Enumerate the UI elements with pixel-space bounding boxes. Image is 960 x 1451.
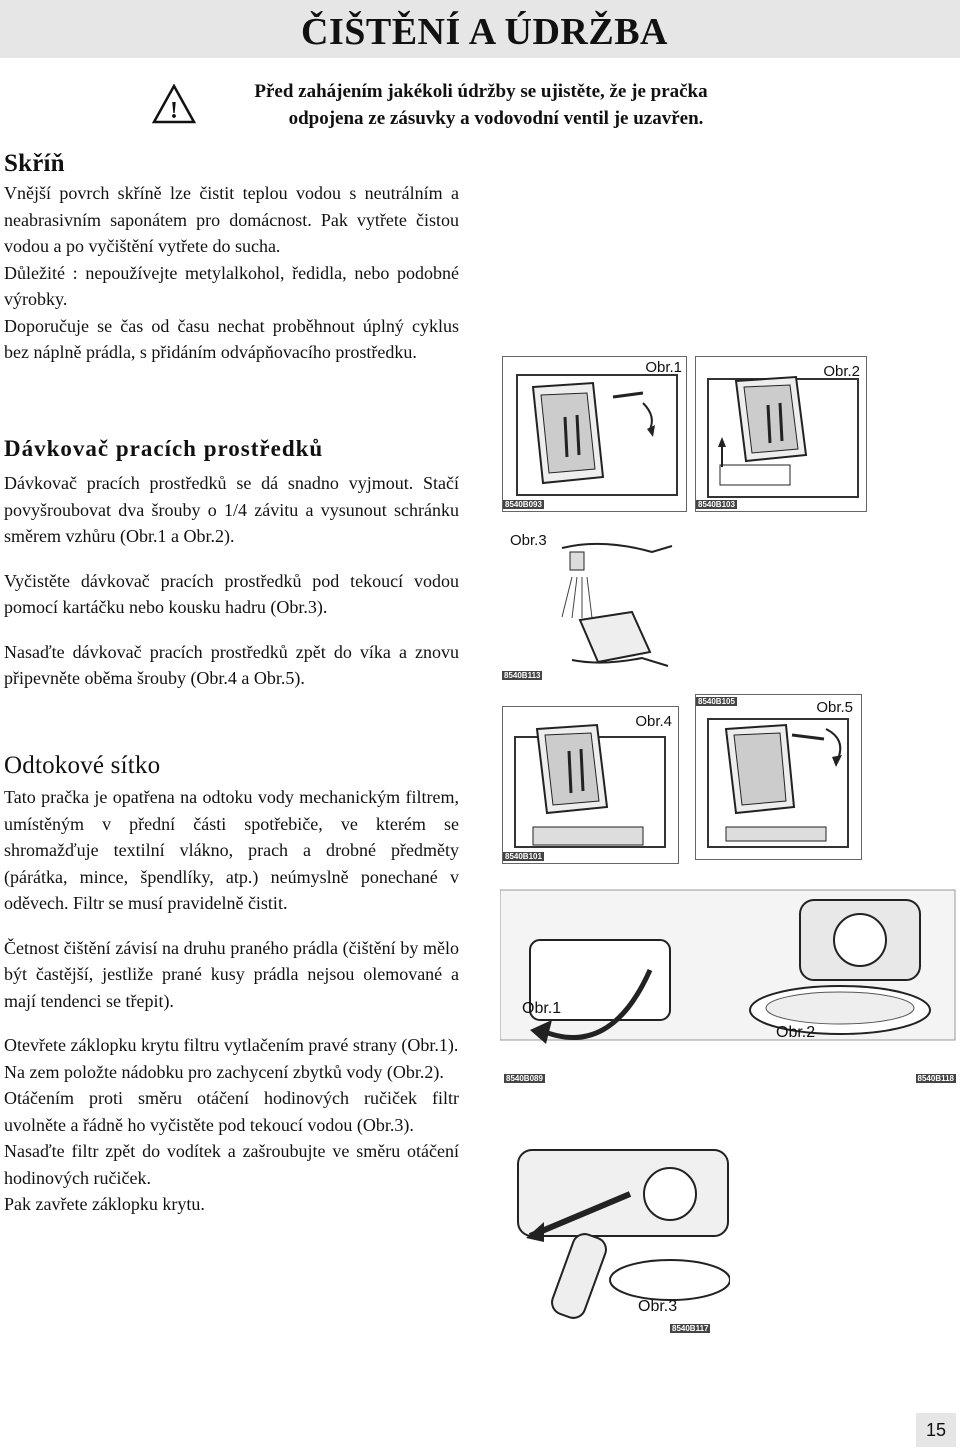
filter-text [4,784,459,1218]
safety-warning [216,78,746,132]
cabinet-text [4,180,459,366]
figure-caption: Obr.1 [645,359,682,376]
filter-paragraph-2: Četnost čištění závisí na druhu praného prádla (čištění by mělo být častější, jestliže prané kusy prádla nejsou olemované a mají tendenci se třepit). [4,937,459,1011]
page-number: 15 [916,1413,956,1447]
filter-paragraph-1: Tato pračka je opatřena na odtoku vody mechanickým filtrem, umístěným v přední části spotřebiče, ve kterém se shromažďuje textilní vlákno, prach a drobné předměty (párátka, mince, špendlíky, atp.) neúmyslně ponechané v oděvech. Filtr se musí pravidelně čistit. [4,787,459,913]
filter-step-2: Na zem položte nádobku pro zachycení zbytků vody (Obr.2). [4,1061,444,1082]
filter-step-5: Pak zavřete záklopku krytu. [4,1194,205,1214]
filter-step-1: Otevřete záklopku krytu filtru vytlačením pravé strany (Obr.1). [4,1035,459,1055]
figure-code: 8540B118 [917,1074,954,1083]
dispenser-paragraph-2: Vyčistěte dávkovač pracích prostředků pod tekoucí vodou pomocí kartáčku nebo kousku hadru (Obr.3). [4,570,459,617]
cabinet-paragraph-1: Vnější povrch skříně lze čistit teplou vodou s neutrálním a neabrasivním saponátem pro domácnost. Pak vytřete čistou vodou a po vyčištění vytřete do sucha. [4,183,459,256]
figure-dispenser-5 [695,694,862,860]
figure-dispenser-3 [502,522,685,680]
filter-step-4: Nasaďte filtr zpět do vodítek a zašroubujte ve směru otáčení hodinových ručiček. [4,1141,459,1188]
warning-triangle-icon [152,84,196,124]
warning-line-2: odpojena ze zásuvky a vodovodní ventil je uzavřen. [288,108,704,129]
dispenser-paragraph-3: Nasaďte dávkovač pracích prostředků zpět do víka a znovu připevněte oběma šrouby (Obr.4 a Obr.5). [4,641,459,688]
figure-caption: Obr.5 [816,699,853,716]
figure-caption: Obr.3 [510,532,547,549]
figure-caption: Obr.2 [823,363,860,380]
filter-steps [4,1032,459,1218]
dispenser-removal-drawing [503,357,686,511]
figure-code: 8540B105 [698,697,735,706]
page-title: ČIŠTĚNÍ A ÚDRŽBA [301,11,668,53]
filter-open-drawing [500,880,960,1090]
section-title-cabinet: Skříň [4,150,65,177]
figure-code: 8540B103 [698,500,735,509]
figure-caption: Obr.3 [638,1298,678,1315]
figure-caption: Obr.1 [522,1000,562,1017]
section-title-filter: Odtokové sítko [4,752,161,779]
dispenser-lifted-drawing [696,357,866,511]
dispenser-screw-drawing [696,695,861,859]
figure-dispenser-2 [695,356,867,512]
figure-code: 8540B113 [504,671,541,680]
svg-text:!: ! [170,98,178,124]
warning-line-1: Před zahájením jakékoli údržby se ujistěte, že je pračka [254,81,708,102]
figure-code: 8540B089 [506,1074,543,1083]
figure-caption: Obr.4 [635,713,672,730]
section-title-dispenser: Dávkovač pracích prostředků [4,436,324,461]
figure-code: 8540B117 [672,1324,709,1333]
cabinet-paragraph-3: Doporučuje se čas od času nechat proběhnout úplný cyklus bez náplně prádla, s přidáním odvápňovacího prostředku. [4,315,459,362]
figure-code: 8540B093 [505,500,542,509]
filter-remove-drawing [500,1140,730,1340]
figure-code: 8540B101 [505,852,542,861]
dispenser-text [4,470,459,692]
figure-caption: Obr.2 [776,1024,816,1041]
figure-filter-3 [500,1140,730,1340]
dispenser-insert-drawing [503,707,678,863]
cabinet-paragraph-2: Důležité : nepoužívejte metylalkohol, ředidla, nebo podobné výrobky. [4,262,459,309]
figure-dispenser-1 [502,356,687,512]
filter-step-3: Otáčením proti směru otáčení hodinových ručiček filtr uvolněte a řádně ho vyčistěte pod tekoucí vodou (Obr.3). [4,1088,459,1135]
page-header [0,0,960,58]
dispenser-paragraph-1: Dávkovač pracích prostředků se dá snadno vyjmout. Stačí povyšroubovat dva šrouby o 1/4 závitu a vysunout schránku směrem vzhůru (Obr.1 a Obr.2). [4,473,459,546]
figure-filter-1-2 [500,880,960,1090]
figure-dispenser-4 [502,706,679,864]
